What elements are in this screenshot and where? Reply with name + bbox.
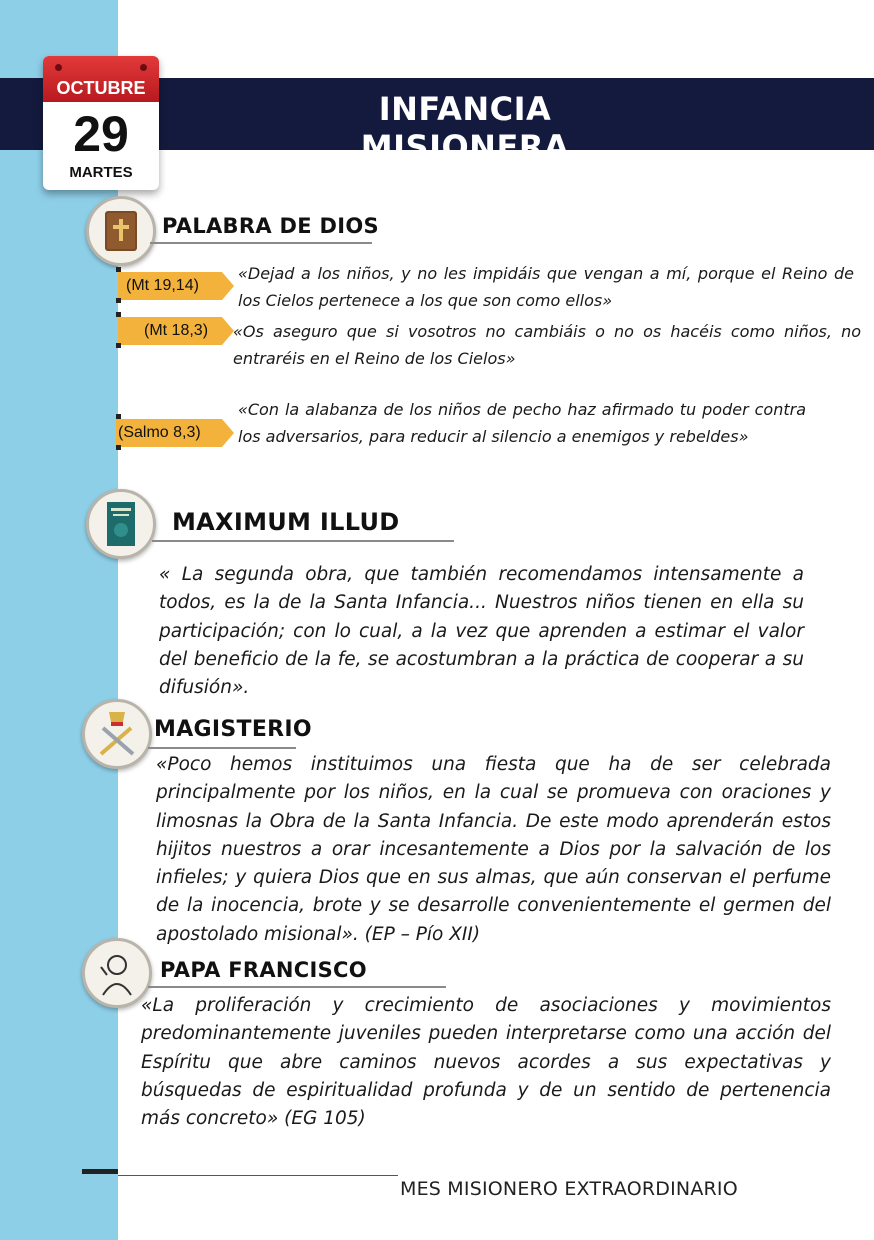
calendar-badge xyxy=(43,56,159,190)
calendar-weekday: MARTES xyxy=(69,164,133,181)
ref-marker xyxy=(116,343,121,348)
page-title: INFANCIA MISIONERA xyxy=(360,90,570,166)
quote-salmo: «Con la alabanza de los niños de pecho haz afirmado tu poder contra los adversarios, para reducir al silencio a enemigos y rebeldes» xyxy=(238,400,806,446)
calendar-ring-icon xyxy=(55,64,62,71)
section-title-palabra: PALABRA DE DIOS xyxy=(162,214,379,238)
quote-mt19: «Dejad a los niños, y no les impidáis que vengan a mí, porque el Reino de los Cielos pertenece a los que son como ellos» xyxy=(238,264,854,310)
book-cover-icon xyxy=(86,489,156,559)
ref-marker xyxy=(116,298,121,303)
papal-keys-icon xyxy=(82,699,152,769)
footer-text: MES MISIONERO EXTRAORDINARIO xyxy=(400,1178,738,1200)
quote-maximum-illud: « La segunda obra, que también recomendamos intensamente a todos, es la de la Santa Infancia... Nuestros niños tienen en ella su participación; con lo cual, a la vez que aprenden a estimar el valor del beneficio de la fe, se acostumbran a la práctica de cooperar a su difusión». xyxy=(159,564,804,699)
ref-tag-salmo: (Salmo 8,3) xyxy=(116,419,222,447)
section-divider xyxy=(150,242,372,244)
section-title-francisco: PAPA FRANCISCO xyxy=(160,958,367,982)
calendar-month: OCTUBRE xyxy=(56,78,146,98)
section-title-magisterio: MAGISTERIO xyxy=(154,717,312,742)
quote-magisterio: «Poco hemos instituimos una fiesta que ha de ser celebrada principalmente por los niños, en la cual se promueva con oraciones y limosnas la Obra de la Santa Infancia. De este modo aprenderán estos hijitos nuestros a orar incesantemente a Dios por la salvación de los infieles; y quiera Dios que en sus almas, que aún conservan el perfume de la inocencia, brote y se desarrolle convenientemente el germen del apostolado misional». (EP – Pío XII) xyxy=(156,754,831,945)
ref-tag-mt18: (Mt 18,3) xyxy=(118,317,222,345)
footer-accent-bar xyxy=(82,1169,118,1174)
ref-tag-mt19: (Mt 19,14) xyxy=(118,272,222,300)
footer-rule xyxy=(118,1175,398,1176)
section-title-maximum: MAXIMUM ILLUD xyxy=(172,508,400,536)
calendar-header xyxy=(43,56,159,102)
quote-francisco: «La proliferación y crecimiento de asociaciones y movimientos predominantemente juveniles pueden interpretarse como una acción del Espíritu que abre caminos nuevos acordes a sus expectativas y búsquedas de espiritualidad profunda y de un sentido de pertenencia más concreto» (EG 105) xyxy=(141,995,831,1130)
bible-icon xyxy=(86,196,156,266)
section-divider xyxy=(148,986,446,988)
quote-mt18: «Os aseguro que si vosotros no cambiáis o no os hacéis como niños, no entraréis en el Reino de los Cielos» xyxy=(233,322,861,368)
section-divider xyxy=(152,540,454,542)
section-divider xyxy=(148,747,296,749)
ref-marker xyxy=(116,445,121,450)
calendar-ring-icon xyxy=(140,64,147,71)
calendar-day: 29 xyxy=(73,106,129,162)
